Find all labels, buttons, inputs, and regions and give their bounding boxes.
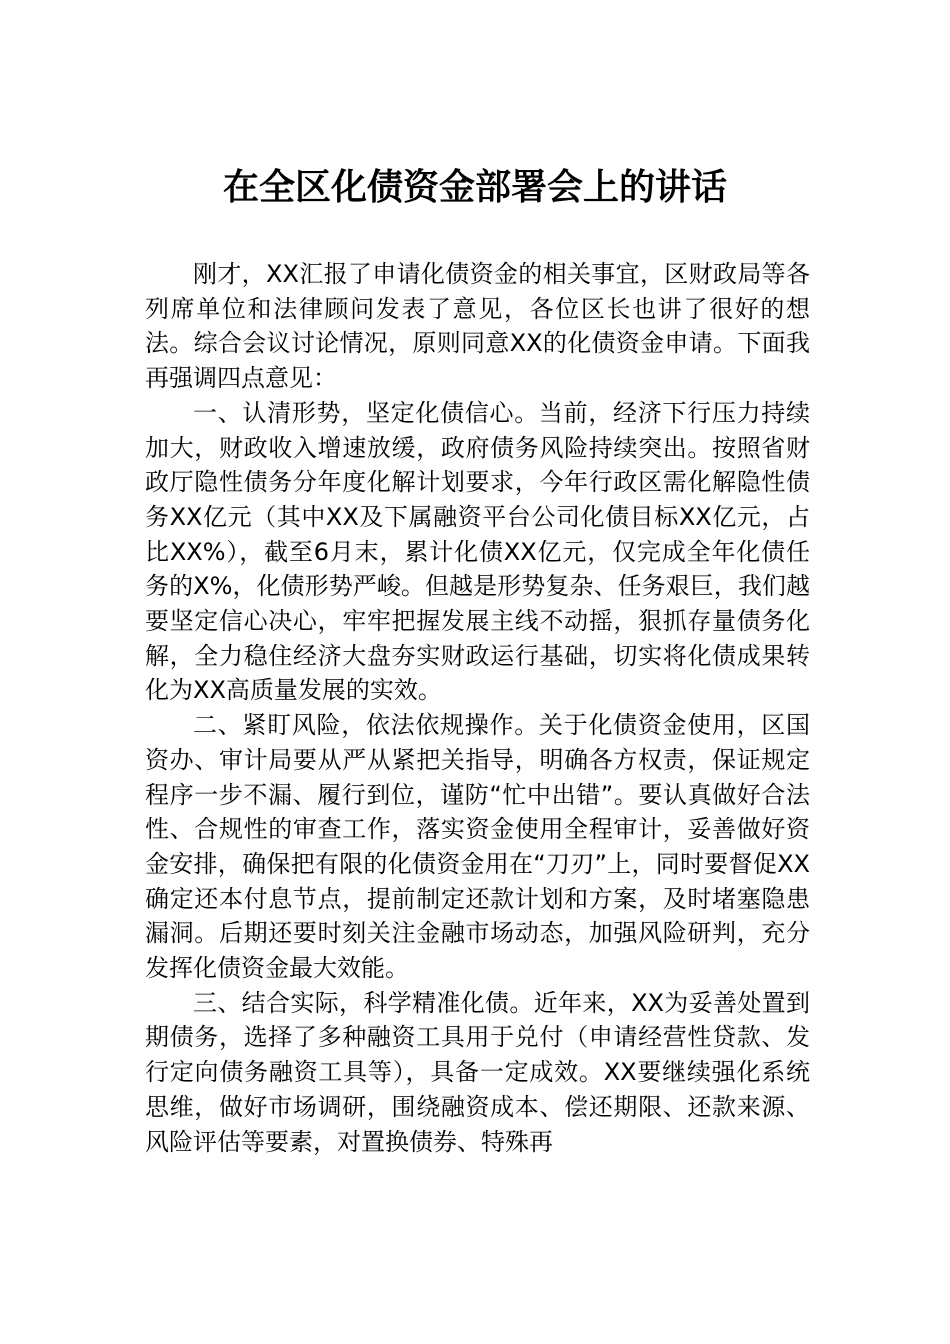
paragraph-point-three: 三、结合实际，科学精准化债。近年来，XX为妥善处置到期债务，选择了多种融资工具用于兑付（申请经营性贷款、发行定向债务融资工具等），具备一定成效。XX要继续强化系统思维，做好市场调研，围绕融资成本、偿还期限、还款来源、风险评估等要素，对置换债券、特殊再 (145, 988, 810, 1156)
document-body (145, 257, 810, 1159)
document-title: 在全区化债资金部署会上的讲话 (222, 167, 727, 208)
paragraph-point-one: 一、认清形势，坚定化债信心。当前，经济下行压力持续加大，财政收入增速放缓，政府债务风险持续突出。按照省财政厅隐性债务分年度化解计划要求，今年行政区需化解隐性债务XX亿元（其中XX及下属融资平台公司化债目标XX亿元，占比XX%），截至6月末，累计化债XX亿元，仅完成全年化债任务的X%，化债形势严峻。但越是形势复杂、任务艰巨，我们越要坚定信心决心，牢牢把握发展主线不动摇，狠抓存量债务化解，全力稳住经济大盘夯实财政运行基础，切实将化债成果转化为XX高质量发展的实效。 (145, 398, 810, 705)
paragraph-point-two: 二、紧盯风险，依法依规操作。关于化债资金使用，区国资办、审计局要从严从紧把关指导，明确各方权责，保证规定程序一步不漏、履行到位，谨防“忙中出错”。要认真做好合法性、合规性的审查工作，落实资金使用全程审计，妥善做好资金安排，确保把有限的化债资金用在“刀刃”上，同时要督促XX确定还本付息节点，提前制定还款计划和方案，及时堵塞隐患漏洞。后期还要时刻关注金融市场动态，加强风险研判，充分发挥化债资金最大效能。 (145, 711, 810, 983)
paragraph-opening: 刚才，XX汇报了申请化债资金的相关事宜，区财政局等各列席单位和法律顾问发表了意见，各位区长也讲了很好的想法。综合会议讨论情况，原则同意XX的化债资金申请。下面我再强调四点意见： (145, 260, 810, 393)
